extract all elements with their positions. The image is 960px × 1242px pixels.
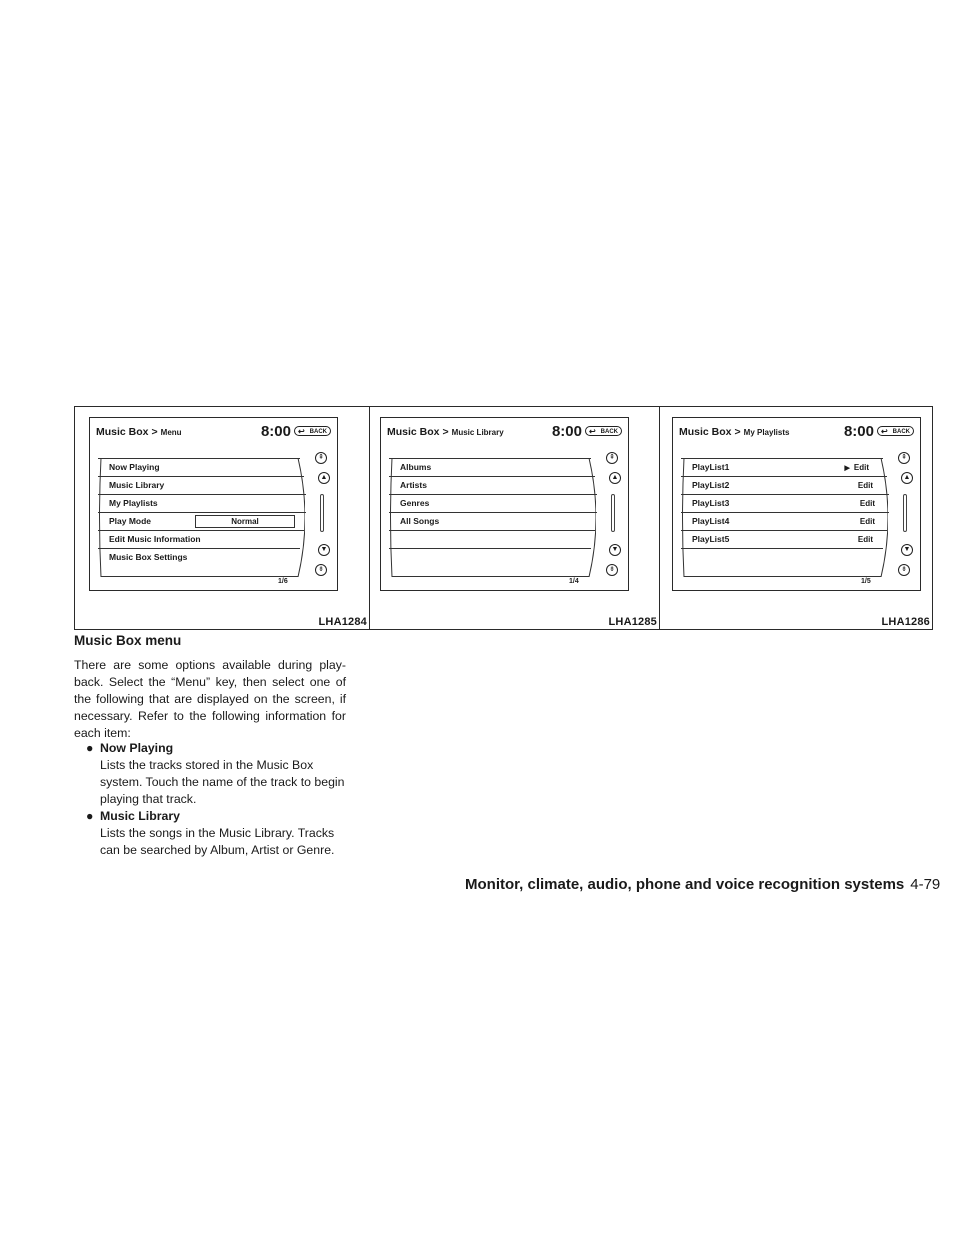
- list-item-play-mode[interactable]: [98, 512, 306, 530]
- edit-button[interactable]: Edit: [859, 499, 875, 508]
- item-label: PlayList4: [692, 516, 730, 526]
- scroll-up-fast-icon[interactable]: ⇞: [898, 452, 910, 464]
- clock: 8:00: [551, 423, 582, 440]
- scrollbar[interactable]: [320, 494, 324, 532]
- page-indicator: 1/5: [861, 578, 871, 585]
- breadcrumb: [387, 426, 504, 438]
- back-arrow-icon: ↩: [881, 427, 888, 436]
- scroll-down-icon[interactable]: ▼: [609, 544, 621, 556]
- edit-label: Edit: [853, 463, 869, 472]
- scroll-up-fast-icon[interactable]: ⇞: [315, 452, 327, 464]
- list-item-albums[interactable]: [389, 458, 591, 476]
- page-indicator: 1/6: [278, 578, 288, 585]
- scroll-down-fast-icon[interactable]: ⇟: [315, 564, 327, 576]
- bullet-now-playing: [86, 740, 346, 808]
- scroll-up-fast-icon[interactable]: ⇞: [606, 452, 618, 464]
- back-label: BACK: [892, 429, 910, 435]
- list-item-empty: [681, 548, 883, 566]
- edit-button[interactable]: Edit: [859, 517, 875, 526]
- scroll-down-fast-icon[interactable]: ⇟: [898, 564, 910, 576]
- breadcrumb: [96, 426, 182, 438]
- list-item-now-playing[interactable]: [98, 458, 300, 476]
- scrollbar[interactable]: [903, 494, 907, 532]
- back-button[interactable]: [294, 426, 331, 436]
- breadcrumb-page: My Playlists: [743, 428, 790, 437]
- figure-label: LHA1286: [881, 616, 930, 628]
- bullet-music-library: [86, 808, 346, 859]
- edit-button[interactable]: Edit: [857, 481, 873, 490]
- list-item-all-songs[interactable]: [389, 512, 597, 530]
- back-label: BACK: [309, 429, 327, 435]
- scroll-up-icon[interactable]: ▲: [318, 472, 330, 484]
- list-item-playlist5[interactable]: [681, 530, 887, 548]
- breadcrumb-separator: >: [734, 426, 741, 438]
- breadcrumb-app: Music Box: [387, 426, 440, 438]
- bullet-marker: ●: [86, 809, 94, 823]
- item-label: Play Mode: [109, 516, 152, 526]
- clock: 8:00: [843, 423, 874, 440]
- breadcrumb-separator: >: [151, 426, 158, 438]
- scroll-down-icon[interactable]: ▼: [901, 544, 913, 556]
- section-title: Music Box menu: [74, 633, 182, 648]
- screen-header: [387, 425, 622, 441]
- scroll-controls: [315, 452, 333, 576]
- figure-label: LHA1284: [318, 616, 367, 628]
- breadcrumb-page: Menu: [160, 428, 182, 437]
- item-label: PlayList1: [692, 462, 730, 472]
- breadcrumb-app: Music Box: [679, 426, 732, 438]
- figure-music-library: [369, 406, 660, 630]
- chapter-title: Monitor, climate, audio, phone and voice recognition systems: [465, 876, 905, 893]
- scroll-up-icon[interactable]: ▲: [901, 472, 913, 484]
- play-triangle-icon: ▶: [844, 465, 850, 472]
- scroll-up-icon[interactable]: ▲: [609, 472, 621, 484]
- item-label: Genres: [400, 498, 430, 508]
- breadcrumb-app: Music Box: [96, 426, 149, 438]
- bullet-term: Now Playing: [100, 741, 174, 755]
- item-label: Music Library: [109, 480, 165, 490]
- scroll-down-icon[interactable]: ▼: [318, 544, 330, 556]
- item-label: All Songs: [400, 516, 440, 526]
- page-number: 4-79: [910, 876, 941, 893]
- item-label: PlayList5: [692, 534, 730, 544]
- page-footer: [465, 876, 941, 893]
- bullet-description: Lists the songs in the Music Library. Tracks can be searched by Album, Artist or Genre.: [100, 826, 335, 857]
- item-label: Now Playing: [109, 462, 160, 472]
- item-label: PlayList3: [692, 498, 730, 508]
- list-item-empty: [389, 548, 591, 566]
- list-item-artists[interactable]: [389, 476, 595, 494]
- item-label: Edit Music Information: [109, 534, 201, 544]
- list-item-playlist2[interactable]: [681, 476, 887, 494]
- back-button[interactable]: [585, 426, 622, 436]
- item-label: My Playlists: [109, 498, 158, 508]
- scroll-controls: [898, 452, 916, 576]
- figure-menu: [74, 406, 370, 630]
- item-label: Albums: [400, 462, 432, 472]
- screen-header: [679, 425, 914, 441]
- screen-header: [96, 425, 331, 441]
- screen: [380, 417, 629, 591]
- scrollbar[interactable]: [611, 494, 615, 532]
- item-label: Music Box Settings: [109, 552, 188, 562]
- bullet-term: Music Library: [100, 809, 180, 823]
- item-label: PlayList2: [692, 480, 730, 490]
- scroll-down-fast-icon[interactable]: ⇟: [606, 564, 618, 576]
- menu-list: [389, 458, 596, 577]
- play-mode-value: Normal: [195, 515, 295, 528]
- list-item-empty: [389, 530, 595, 548]
- back-label: BACK: [600, 429, 618, 435]
- back-arrow-icon: ↩: [298, 427, 305, 436]
- bullet-description: Lists the tracks stored in the Music Box system. Touch the name of the track to begin playing that track.: [100, 758, 345, 806]
- intro-paragraph: There are some options available during play-back. Select the “Menu” key, then select one of the following that are displayed on the screen, if necessary. Refer to the following information for each item:: [74, 658, 346, 740]
- figure-strip: [74, 406, 933, 630]
- list-item-my-playlists[interactable]: [98, 494, 306, 512]
- page-indicator: 1/4: [569, 578, 579, 585]
- screen: [89, 417, 338, 591]
- back-arrow-icon: ↩: [589, 427, 596, 436]
- list-item-edit-music-information[interactable]: [98, 530, 304, 548]
- breadcrumb: [679, 426, 789, 438]
- menu-list: [98, 458, 305, 577]
- edit-button[interactable]: Edit: [857, 535, 873, 544]
- back-button[interactable]: [877, 426, 914, 436]
- breadcrumb-page: Music Library: [451, 428, 504, 437]
- list-item-genres[interactable]: [389, 494, 597, 512]
- figure-label: LHA1285: [608, 616, 657, 628]
- clock: 8:00: [260, 423, 291, 440]
- list-item-playlist4[interactable]: [681, 512, 889, 530]
- item-label: Artists: [400, 480, 427, 490]
- menu-list: [681, 458, 888, 577]
- breadcrumb-separator: >: [442, 426, 449, 438]
- figure-my-playlists: [659, 406, 933, 630]
- screen: [672, 417, 921, 591]
- list-item-music-box-settings[interactable]: [98, 548, 300, 566]
- edit-button[interactable]: [845, 459, 870, 477]
- list-item-playlist1[interactable]: [681, 458, 883, 476]
- list-item-music-library[interactable]: [98, 476, 304, 494]
- list-item-playlist3[interactable]: [681, 494, 889, 512]
- bullet-marker: ●: [86, 741, 94, 755]
- scroll-controls: [606, 452, 624, 576]
